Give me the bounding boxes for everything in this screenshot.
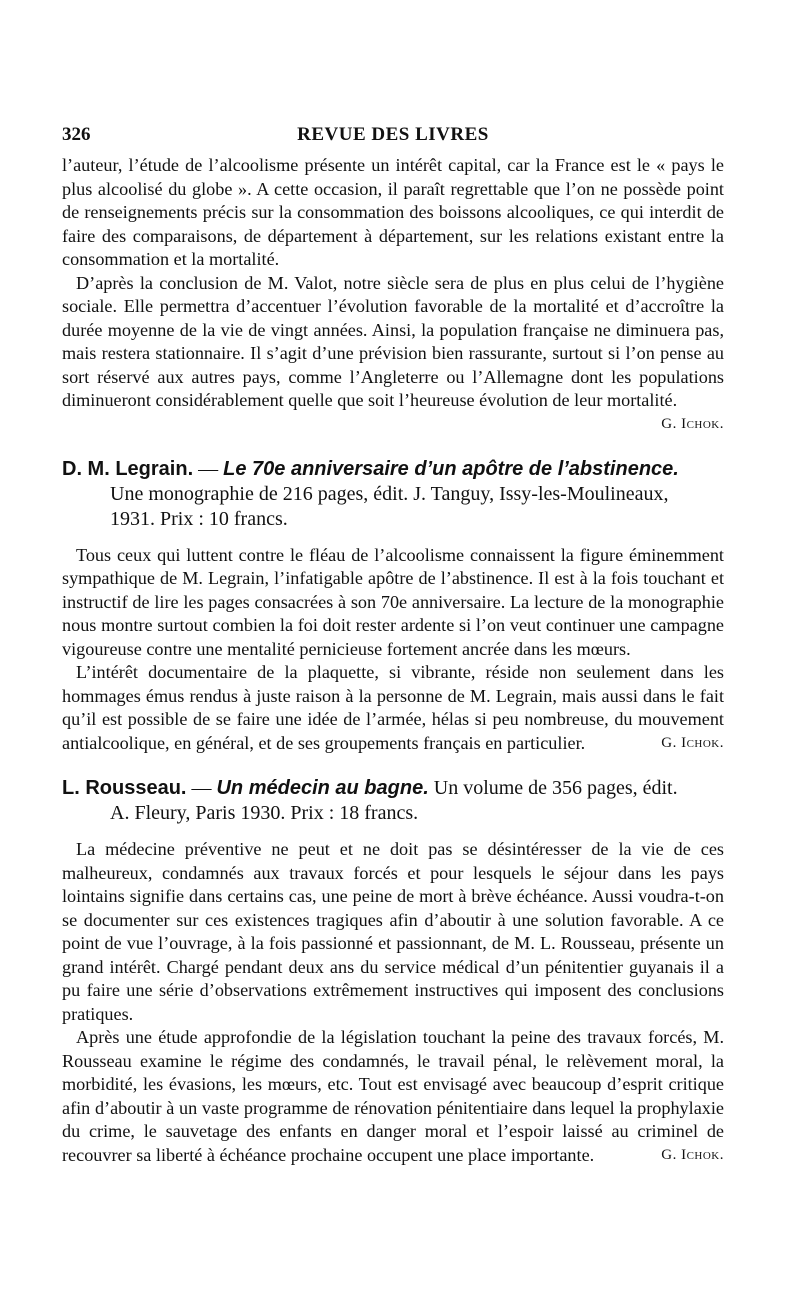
page-number: 326 bbox=[62, 124, 91, 145]
intro-paragraph-1: l’auteur, l’étude de l’alcoolisme présente un intérêt capital, car la France est le « pays le plus alcoolisé du globe ». A cette occasion, il paraît regrettable que l’on ne possède point de renseignements précis sur la consommation des boissons alcooliques, ce qui interdit de faire des comparaisons, de département à département, sur les relations existant entre la consommation et la mortalité. bbox=[62, 155, 724, 269]
review-publication-line2: 1931. Prix : 10 francs. bbox=[110, 507, 288, 530]
intro-signature: G. Ichok. bbox=[661, 415, 724, 432]
review-publication-line1: Une monographie de 216 pages, édit. J. Tanguy, Issy-les-Moulineaux, bbox=[110, 482, 669, 505]
intro-paragraph-2: D’après la conclusion de M. Valot, notre siècle sera de plus en plus celui de l’hygiène sociale. Elle permettra d’accentuer l’évolution favorable de la mortalité et d’accroître la durée moyenne de la vie de vingt années. Ainsi, la population française ne diminuera pas, mais restera stationnaire. Il s’agit d’une prévision bien rassurante, surtout si l’on pense au sort réservé aux autres pays, comme l’Angleterre ou l’Allemagne dont les populations diminueront considérablement quelle que soit l’heureuse évolution de leur mortalité. bbox=[62, 272, 724, 410]
review-title: Le 70e anniversaire d’un apôtre de l’abstinence. bbox=[223, 457, 679, 480]
review-author: L. Rousseau. bbox=[62, 777, 187, 799]
review-legrain bbox=[62, 457, 724, 755]
review-heading bbox=[62, 776, 724, 826]
review-heading-line1 bbox=[62, 776, 724, 801]
review-title: Un médecin au bagne. bbox=[216, 777, 429, 799]
review-paragraph-2: Après une étude approfondie de la législation touchant la peine des travaux forcés, M. Rousseau examine le régime des condamnés, le travail pénal, le relèvement moral, la morbidité, les évasions, les mœurs, etc. Tout est envisagé avec beaucoup d’esprit critique afin d’aboutir à un vaste programme de rénovation pénitentiaire dans lequel la prophylaxie du crime, le sauvetage des enfants en danger moral et l’espoir laissé au criminel de recouvrer sa liberté à échéance prochaine occupent une place importante. bbox=[62, 1027, 724, 1165]
page bbox=[62, 120, 724, 1172]
journal-title: REVUE DES LIVRES bbox=[297, 124, 489, 145]
review-paragraph-2: L’intérêt documentaire de la plaquette, si vibrante, réside non seulement dans les hommages émus rendus à juste raison à la personne de M. Legrain, mais aussi dans le fait qu’il est possible de se faire une idée de l’armée, hélas si peu nombreuse, du mouvement antialcoolique, en général, et de ses groupements français en particulier. bbox=[62, 662, 724, 753]
review-publication-line1: Un volume de 356 pages, édit. bbox=[433, 777, 678, 799]
review-dash: — bbox=[186, 777, 217, 799]
review-paragraph-1: La médecine préventive ne peut et ne doit pas se désintéresser de la vie de ces malheureux, condamnés aux travaux forcés et pour lesquels le séjour dans les pays lointains signifie dans certains cas, une peine de mort à brève échéance. Aussi voudra-t-on se documenter sur ces existences tragiques afin d’aboutir à une solution favorable. A ce point de vue l’ouvrage, à la fois passionné et passionnant, de M. L. Rousseau, présente un grand intérêt. Chargé pendant deux ans du service médical d’un pénitentier guyanais il a pu faire une série d’observations extrêmement instructives qui imposent des conclusions pratiques. bbox=[62, 839, 724, 1024]
review-author: D. M. Legrain. bbox=[62, 457, 194, 480]
running-head bbox=[62, 120, 724, 154]
review-dash: — bbox=[193, 457, 224, 480]
review-heading bbox=[62, 457, 724, 532]
review-signature: G. Ichok. bbox=[661, 1147, 724, 1163]
review-signature: G. Ichok. bbox=[661, 735, 724, 751]
intro-section bbox=[62, 154, 724, 435]
review-publication-line2: A. Fleury, Paris 1930. Prix : 18 francs. bbox=[110, 802, 419, 824]
review-heading-line1 bbox=[62, 457, 724, 482]
review-paragraph-1: Tous ceux qui luttent contre le fléau de l’alcoolisme connaissent la figure éminemment sympathique de M. Legrain, l’infatigable apôtre de l’abstinence. Il est à la fois touchant et instructif de lire les pages consacrées à son 70e anniversaire. La lecture de la monographie nous montre surtout combien la foi doit rester ardente si l’on veut continuer une campagne vigoureuse contre une mentalité pernicieuse fortement ancrée dans les mœurs. bbox=[62, 544, 724, 659]
review-rousseau bbox=[62, 776, 724, 1166]
